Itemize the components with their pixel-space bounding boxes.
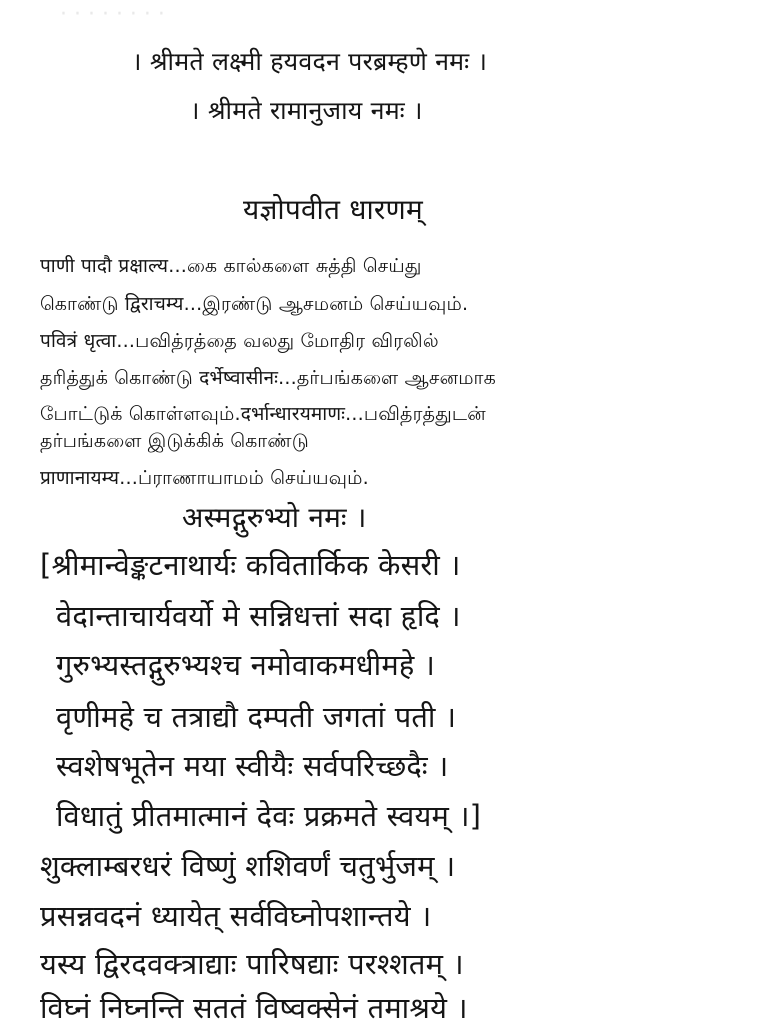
verse-line: गुरुभ्यस्तद्गुरुभ्यश्च नमोवाकमधीमहे । xyxy=(56,648,436,682)
invocation-line-1: । श्रीमते लक्ष्मी हयवदन परब्रम्हणे नमः । xyxy=(132,47,488,76)
section-title: यज्ञोपवीत धारणम् xyxy=(243,193,423,226)
verse-line: यस्य द्विरदवक्त्राद्याः पारिषद्याः परश्शतम् । xyxy=(40,947,464,981)
guru-salutation: अस्मद्गुरुभ्यो नमः । xyxy=(182,501,367,534)
invocation-line-2: । श्रीमते रामानुजाय नमः । xyxy=(190,96,423,125)
verse-line: विधातुं प्रीतमात्मानं देवः प्रक्रमते स्वयम् ।] xyxy=(56,799,482,833)
verse-line: [श्रीमान्वेङ्कटनाथार्यः कवितार्किक केसरी । xyxy=(40,548,461,582)
instruction-line: தர்பங்களை இடுக்கிக் கொண்டு xyxy=(40,430,309,452)
verse-line: स्वशेषभूतेन मया स्वीयैः सर्वपरिच्छदैः । xyxy=(56,749,449,783)
verse-line: विघ्नं निघ्नन्ति सततं विष्वक्सेनं तमाश्रये । xyxy=(40,991,468,1024)
instruction-line: போட்டுக் கொள்ளவும்.दर्भान्धारयमाणः...பவித்ரத்துடன் xyxy=(40,403,486,425)
instruction-line: கொண்டு द्विराचम्य...இரண்டு ஆசமனம் செய்யவும். xyxy=(40,293,469,315)
verse-line: शुक्लाम्बरधरं विष्णुं शशिवर्णं चतुर्भुजम् । xyxy=(40,849,456,883)
show-through-text: · · · · · · · · xyxy=(60,2,165,27)
verse-line: वृणीमहे च तत्राद्यौ दम्पती जगतां पती । xyxy=(56,700,457,734)
instruction-line: पवित्रं धृत्वा...பவித்ரத்தை வலது மோதிர விரலில் xyxy=(40,330,439,352)
instruction-line: पाणी पादौ प्रक्षाल्य...கை கால்களை சுத்தி செய்து xyxy=(40,255,422,277)
instruction-line: प्राणानायम्य...ப்ராணாயாமம் செய்யவும். xyxy=(40,467,369,489)
verse-line: वेदान्ताचार्यवर्यो मे सन्निधत्तां सदा हृदि । xyxy=(56,599,461,633)
verse-line: प्रसन्नवदनं ध्यायेत् सर्वविघ्नोपशान्तये । xyxy=(40,899,432,933)
instruction-line: தரித்துக் கொண்டு दर्भेष्वासीनः...தர்பங்களை ஆசனமாக xyxy=(40,367,496,389)
